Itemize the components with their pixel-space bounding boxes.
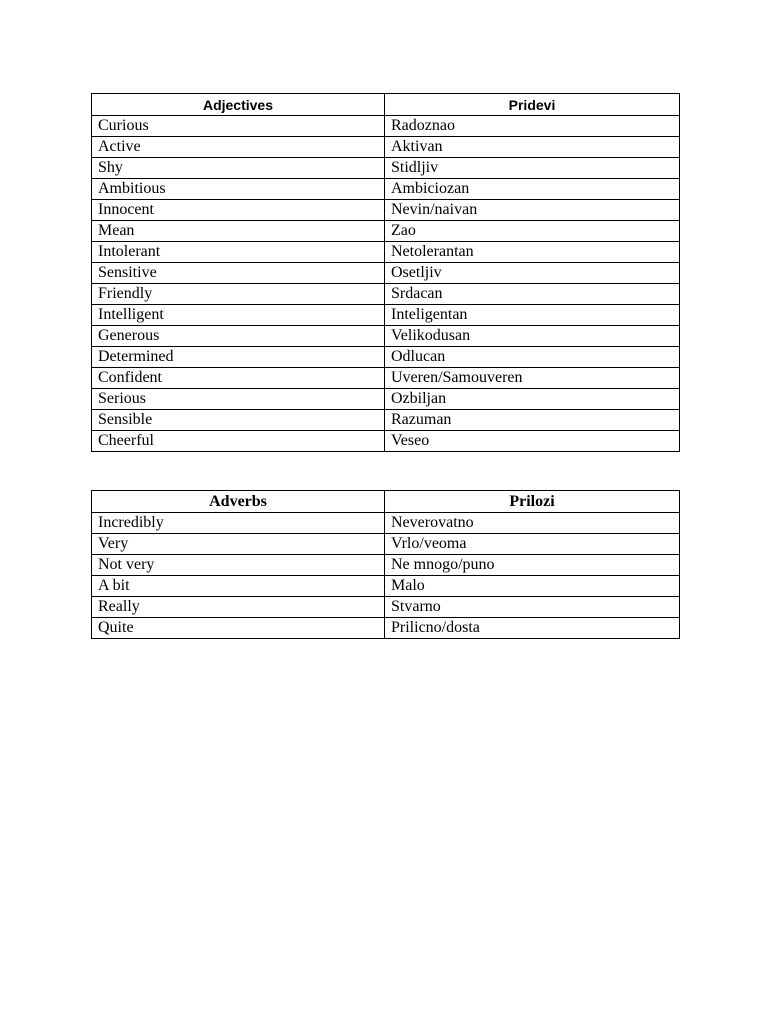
english-word-cell: Ambitious (92, 179, 385, 200)
table-row (92, 513, 680, 534)
adverbs-table-body (92, 513, 680, 639)
table-row (92, 305, 680, 326)
english-word-cell: Really (92, 597, 385, 618)
english-word-cell: Serious (92, 389, 385, 410)
table-row (92, 242, 680, 263)
english-word-cell: Sensible (92, 410, 385, 431)
english-word-cell: Very (92, 534, 385, 555)
serbian-word-cell: Ambiciozan (385, 179, 680, 200)
table-row (92, 137, 680, 158)
serbian-word-cell: Vrlo/veoma (385, 534, 680, 555)
serbian-word-cell: Razuman (385, 410, 680, 431)
table-row (92, 263, 680, 284)
serbian-word-cell: Velikodusan (385, 326, 680, 347)
table-row (92, 576, 680, 597)
english-word-cell: Mean (92, 221, 385, 242)
column-header-english: Adjectives (92, 94, 385, 116)
adjectives-table-body (92, 116, 680, 452)
english-word-cell: Not very (92, 555, 385, 576)
table-row (92, 221, 680, 242)
english-word-cell: Friendly (92, 284, 385, 305)
serbian-word-cell: Stvarno (385, 597, 680, 618)
serbian-word-cell: Veseo (385, 431, 680, 452)
serbian-word-cell: Odlucan (385, 347, 680, 368)
table-row (92, 179, 680, 200)
english-word-cell: Innocent (92, 200, 385, 221)
table-row (92, 597, 680, 618)
serbian-word-cell: Netolerantan (385, 242, 680, 263)
english-word-cell: A bit (92, 576, 385, 597)
table-row (92, 618, 680, 639)
english-word-cell: Confident (92, 368, 385, 389)
english-word-cell: Cheerful (92, 431, 385, 452)
column-header-serbian: Pridevi (385, 94, 680, 116)
serbian-word-cell: Srdacan (385, 284, 680, 305)
english-word-cell: Shy (92, 158, 385, 179)
column-header-english: Adverbs (92, 491, 385, 513)
table-row (92, 347, 680, 368)
table-row (92, 389, 680, 410)
table-row (92, 116, 680, 137)
english-word-cell: Intelligent (92, 305, 385, 326)
table-header-row (92, 491, 680, 513)
table-row (92, 158, 680, 179)
adverbs-table (91, 490, 680, 639)
table-row (92, 534, 680, 555)
english-word-cell: Intolerant (92, 242, 385, 263)
serbian-word-cell: Osetljiv (385, 263, 680, 284)
english-word-cell: Incredibly (92, 513, 385, 534)
serbian-word-cell: Ozbiljan (385, 389, 680, 410)
table-header-row (92, 94, 680, 116)
table-row (92, 410, 680, 431)
adjectives-table (91, 93, 680, 452)
serbian-word-cell: Prilicno/dosta (385, 618, 680, 639)
english-word-cell: Determined (92, 347, 385, 368)
column-header-serbian: Prilozi (385, 491, 680, 513)
english-word-cell: Generous (92, 326, 385, 347)
table-row (92, 326, 680, 347)
serbian-word-cell: Inteligentan (385, 305, 680, 326)
serbian-word-cell: Malo (385, 576, 680, 597)
table-row (92, 200, 680, 221)
serbian-word-cell: Radoznao (385, 116, 680, 137)
serbian-word-cell: Neverovatno (385, 513, 680, 534)
serbian-word-cell: Uveren/Samouveren (385, 368, 680, 389)
table-row (92, 555, 680, 576)
table-row (92, 431, 680, 452)
table-row (92, 368, 680, 389)
english-word-cell: Quite (92, 618, 385, 639)
table-row (92, 284, 680, 305)
english-word-cell: Sensitive (92, 263, 385, 284)
english-word-cell: Curious (92, 116, 385, 137)
english-word-cell: Active (92, 137, 385, 158)
serbian-word-cell: Zao (385, 221, 680, 242)
serbian-word-cell: Aktivan (385, 137, 680, 158)
serbian-word-cell: Ne mnogo/puno (385, 555, 680, 576)
serbian-word-cell: Nevin/naivan (385, 200, 680, 221)
serbian-word-cell: Stidljiv (385, 158, 680, 179)
